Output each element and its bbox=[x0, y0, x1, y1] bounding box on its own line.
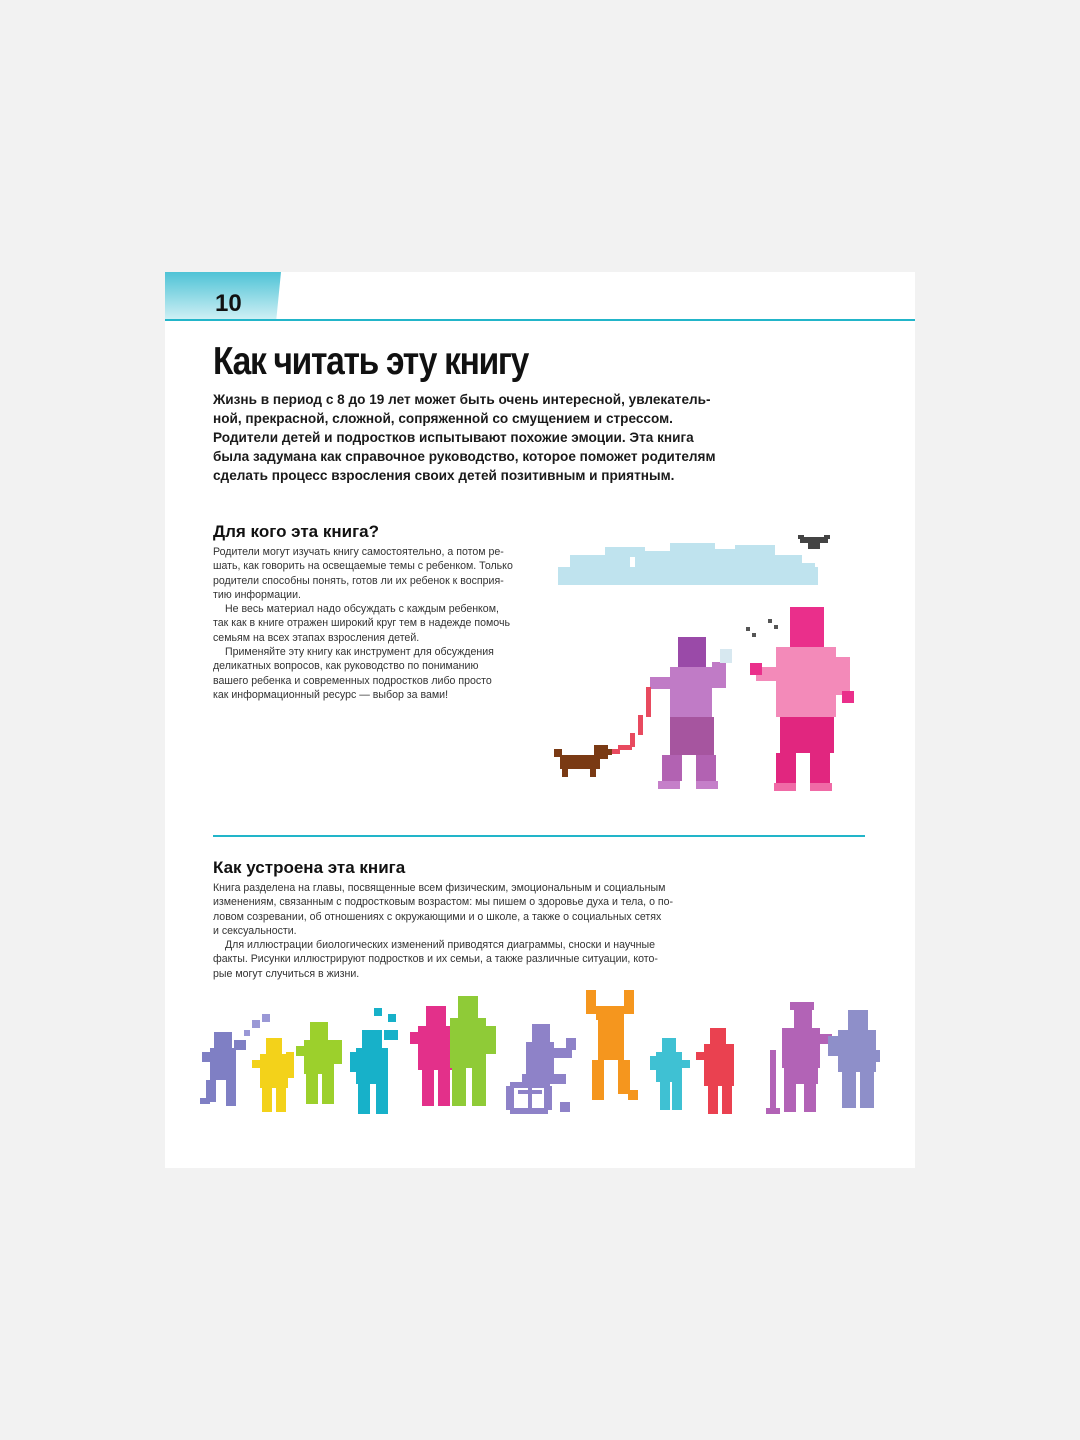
section-heading-who: Для кого эта книга? bbox=[213, 522, 379, 541]
intro-line: была задумана как справочное руководство, которое поможет родителям bbox=[213, 449, 716, 464]
person-figure bbox=[450, 996, 496, 1106]
text-line: Для иллюстрации биологических изменений приводятся диаграммы, сноски и научные bbox=[225, 939, 656, 952]
section-body-structure bbox=[213, 881, 713, 981]
parent-figure bbox=[750, 607, 854, 791]
page-number: 10 bbox=[215, 290, 242, 317]
people-row-illustration bbox=[200, 990, 880, 1125]
paragraph bbox=[213, 938, 713, 981]
text-line: родители способны понять, готов ли их ребенок к восприя- bbox=[213, 574, 504, 587]
intro-line: Родители детей и подростков испытывают похожие эмоции. Эта книга bbox=[213, 430, 694, 445]
paragraph bbox=[213, 545, 543, 602]
person-figure bbox=[410, 1006, 452, 1106]
text-line: Применяйте эту книгу как инструмент для обсуждения bbox=[225, 646, 494, 659]
text-line: Родители могут изучать книгу самостоятельно, а потом ре- bbox=[213, 546, 504, 558]
dog-icon bbox=[554, 745, 612, 777]
paragraph bbox=[213, 602, 543, 645]
person-figure bbox=[296, 1022, 342, 1104]
parent-teen-dog-illustration bbox=[550, 527, 870, 817]
text-line: тию информации. bbox=[213, 588, 301, 601]
text-line: факты. Рисунки иллюстрируют подростков и их семьи, а также различные ситуации, кото- bbox=[213, 953, 658, 966]
text-line: как информационный ресурс — выбор за вами! bbox=[213, 688, 449, 701]
text-line: шать, как говорить на освещаемые темы с ребенком. Только bbox=[213, 560, 513, 573]
page-title: Как читать эту книгу bbox=[213, 340, 528, 383]
cloud-icon bbox=[558, 543, 818, 585]
section-heading-structure: Как устроена эта книга bbox=[213, 858, 406, 877]
text-line: изменениям, связанным с подростковым возрастом: мы пишем о здоровье духа и тела, о по- bbox=[213, 896, 674, 909]
person-figure bbox=[650, 1038, 690, 1110]
text-line: и сексуальности. bbox=[213, 924, 297, 937]
text-line: так как в книге отражен широкий круг тем в надежде помочь bbox=[213, 617, 511, 630]
sparkle-icon bbox=[746, 619, 778, 637]
text-line: Книга разделена на главы, посвященные всем физическим, эмоциональным и социальным bbox=[213, 882, 666, 894]
text-line: ловом созревании, об отношениях с окружающими и о школе, а также о социальных сетях bbox=[213, 910, 662, 923]
book-page bbox=[165, 272, 915, 1168]
text-line: рые могут случиться в жизни. bbox=[213, 967, 360, 980]
text-line: деликатных вопросов, как руководство по пониманию bbox=[213, 660, 479, 673]
intro-line: ной, прекрасной, сложной, сопряженной со смущением и стрессом. bbox=[213, 411, 673, 426]
bird-icon bbox=[798, 535, 830, 549]
teen-figure bbox=[650, 637, 732, 789]
paragraph bbox=[213, 881, 713, 938]
text-line: вашего ребенка и современных подростков либо просто bbox=[213, 674, 492, 687]
person-figure bbox=[252, 1038, 294, 1112]
person-figure bbox=[696, 1028, 734, 1114]
section-body-who bbox=[213, 545, 543, 702]
person-figure bbox=[350, 1008, 398, 1114]
wheelchair-figure bbox=[506, 1024, 576, 1114]
intro-line: Жизнь в период с 8 до 19 лет может быть очень интересной, увлекатель- bbox=[213, 392, 711, 407]
person-figure bbox=[586, 990, 638, 1100]
paragraph bbox=[213, 645, 543, 702]
person-figure bbox=[828, 1010, 880, 1108]
pixel-dots bbox=[244, 1014, 270, 1036]
intro-paragraph bbox=[213, 390, 723, 485]
person-figure bbox=[766, 1002, 832, 1114]
person-figure bbox=[200, 1032, 246, 1106]
leash bbox=[608, 687, 651, 754]
text-line: семьям на всех этапах взросления детей. bbox=[213, 631, 420, 644]
header-rule bbox=[165, 319, 915, 321]
text-line: Не весь материал надо обсуждать с каждым ребенком, bbox=[225, 603, 499, 616]
section-divider bbox=[213, 835, 865, 837]
intro-line: сделать процесс взросления своих детей позитивным и приятным. bbox=[213, 468, 675, 483]
